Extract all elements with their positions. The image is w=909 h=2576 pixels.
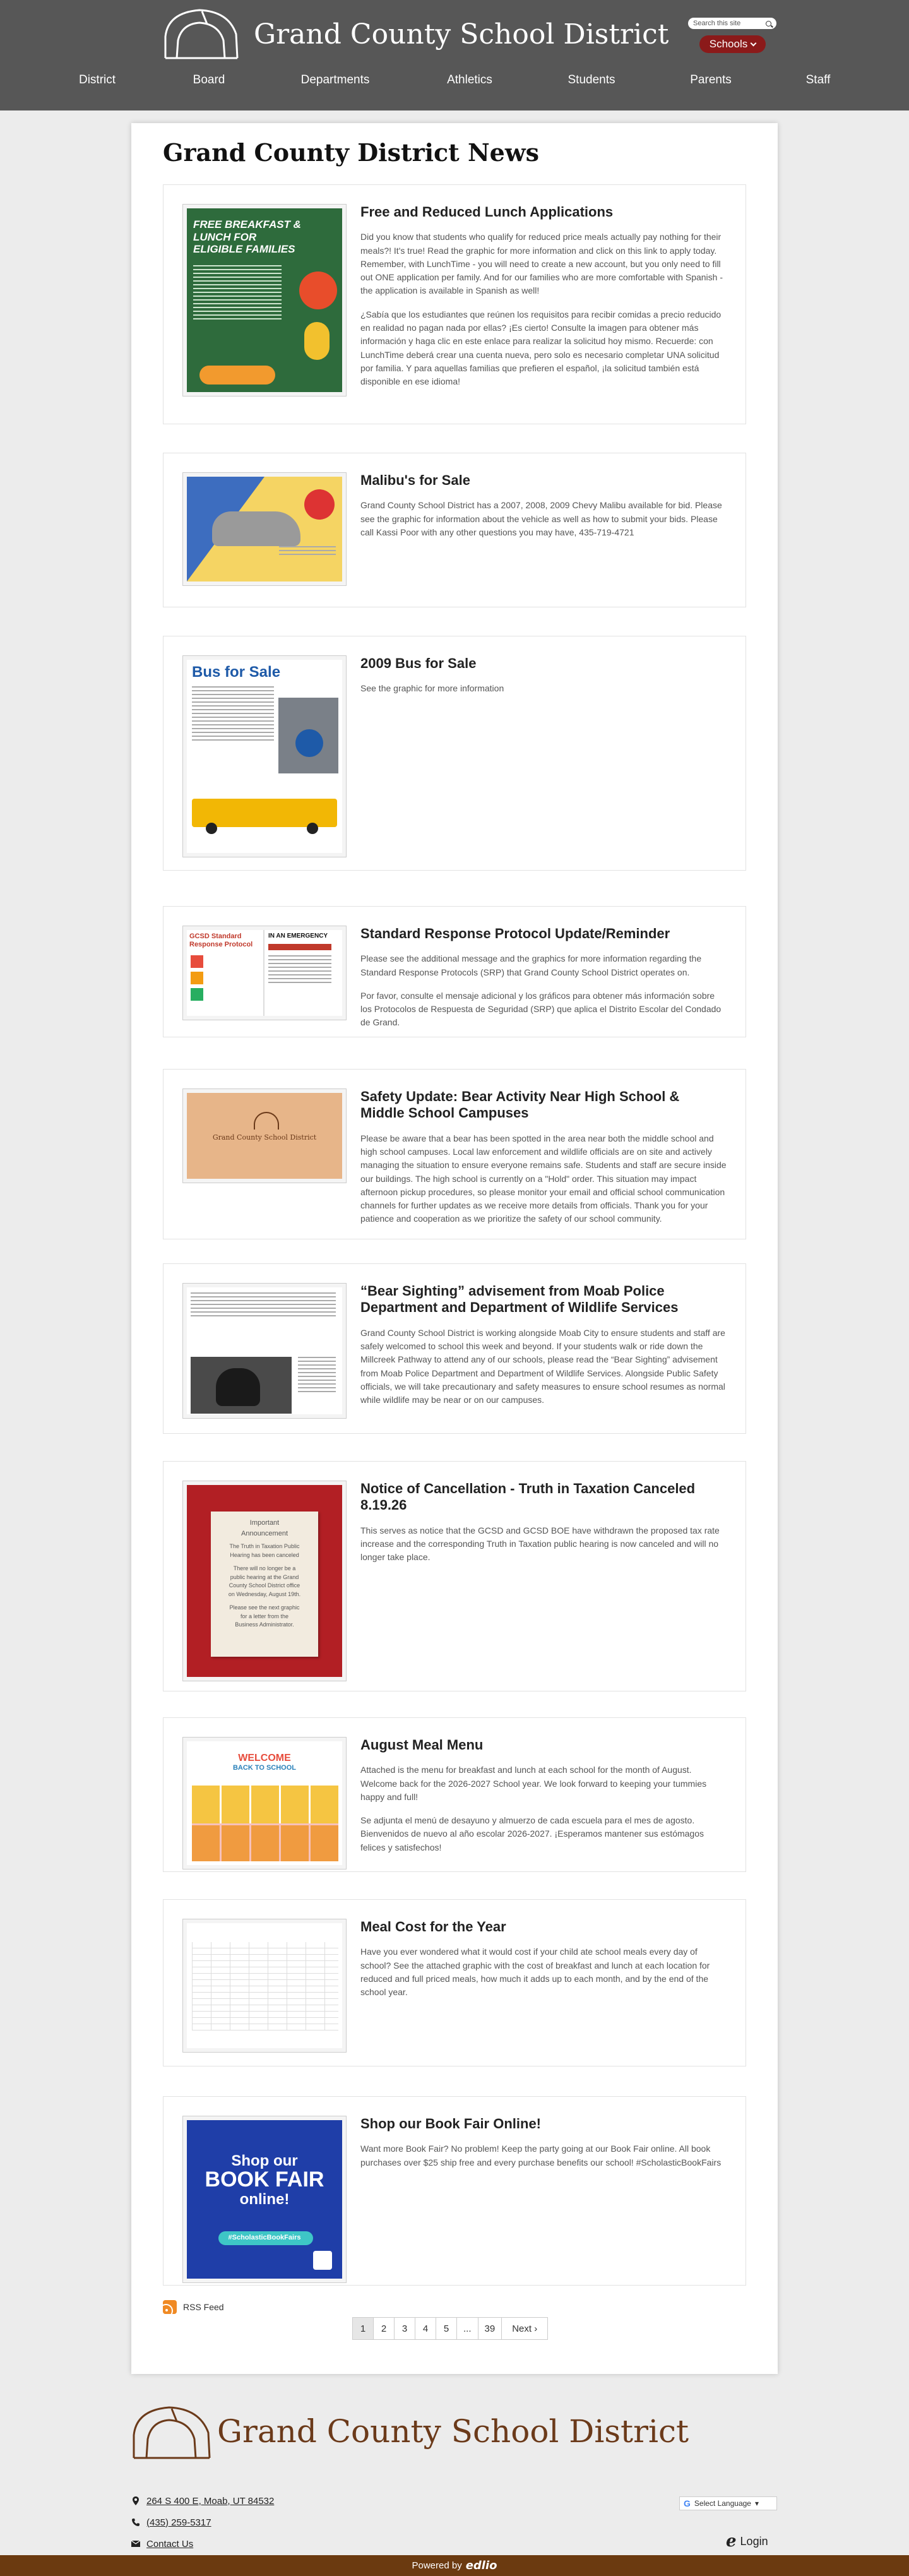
page-2[interactable]: 2 (374, 2318, 395, 2339)
google-translate-icon: G (684, 2498, 691, 2508)
thumbnail-hashtag: #ScholasticBookFairs (228, 2234, 301, 2241)
search-input[interactable] (688, 18, 776, 29)
page-ellipsis: ... (457, 2318, 478, 2339)
news-thumbnail[interactable] (182, 1088, 347, 1183)
bear-photo (191, 1357, 292, 1414)
news-summary: This serves as notice that the GCSD and GCSD BOE have withdrawn the proposed tax rate increase and the corresponding Truth in Taxation public hearing is now canceled and will no longer take place. (360, 1525, 720, 1563)
page-39[interactable]: 39 (478, 2318, 502, 2339)
nav-athletics[interactable]: Athletics (447, 73, 492, 86)
news-item (163, 184, 746, 424)
sale-badge-icon (304, 489, 335, 520)
fruit-icon (199, 366, 275, 385)
phone-link[interactable]: (435) 259-5317 (146, 2517, 211, 2528)
news-summary: Want more Book Fair? No problem! Keep the party going at our Book Fair online. All book purchases over $25 ship free and every purchase benefits our school! #ScholasticBookFairs (360, 2144, 722, 2168)
powered-by-bar (0, 2555, 909, 2576)
scholastic-logo-icon (313, 2251, 332, 2270)
thumbnail-text-lines (193, 265, 282, 322)
news-title[interactable]: Meal Cost for the Year (360, 1919, 506, 1935)
pagination (352, 2317, 548, 2340)
news-item (163, 906, 746, 1037)
news-item (163, 1263, 746, 1434)
news-thumbnail[interactable] (182, 655, 347, 857)
thumbnail-heading: IN AN EMERGENCY (268, 933, 328, 939)
login-link[interactable] (726, 2532, 768, 2551)
arch-logo-icon (254, 1112, 279, 1130)
news-title[interactable]: Malibu's for Sale (360, 472, 470, 488)
news-item (163, 1069, 746, 1239)
schools-label: Schools (709, 38, 748, 50)
nav-district[interactable]: District (78, 73, 116, 86)
corn-icon (304, 322, 330, 360)
powered-by-label: Powered by (412, 2560, 462, 2571)
news-summary: Did you know that students who qualify for reduced price meals actually pay nothing for their meals?! It's true! Read the graphic for more information and click on this link to apply today. Remember, with LunchTime - you will need to create a new account, but you only need to fill out ONE application per family. And for our families who are more comfortable with Spanish - the application is available in Spanish as well! ¿Sabía que los estudiantes que reúnen los requisitos para recibir comidas a precio reducido en realidad no pagan nada por ellas? ¡Es cierto! Consulte la imagen para obtener más información y haga clic en este enlace para realizar la solicitud hoy mismo. Recuerde: con LunchTime deberá crear una cuenta nueva, pero solo es necesario completar UNA solicitud por familia. Y para aquellas familias que prefieren el español, ¡la solicitud también está disponible en ese idioma! (360, 232, 723, 387)
news-thumbnail[interactable] (182, 1283, 347, 1419)
news-thumbnail[interactable] (182, 472, 347, 586)
news-thumbnail[interactable] (182, 926, 347, 1020)
next-page-button[interactable]: Next › (512, 2323, 538, 2334)
thumbnail-heading: Grand County School District (212, 1133, 317, 1142)
news-summary: Please see the additional message and the graphics for more information regarding the Standard Response Protocols (SRP) that Grand County School District operates on. Por favor, consulte el mensaje adicional y los gráficos para obtener más información sobre los Protocolos de Respuesta de Seguridad (SRP) que aplica el Distrito Escolar del Condado de Grand. (360, 953, 722, 1028)
news-title[interactable]: Safety Update: Bear Activity Near High School & Middle School Campuses (360, 1088, 680, 1121)
nav-departments[interactable]: Departments (300, 73, 370, 86)
language-select-label: Select Language (694, 2499, 751, 2508)
car-icon (212, 511, 300, 546)
apple-icon (299, 271, 337, 309)
news-summary: Have you ever wondered what it would cost if your child ate school meals every day of school? See the attached graphic with the cost of breakfast and lunch at each location for reduced and full priced meals, how much it adds up to each month, and by the end of the school year. (360, 1947, 710, 1998)
dropdown-arrow-icon: ▾ (754, 2499, 759, 2508)
news-thumbnail[interactable] (182, 1737, 347, 1869)
news-summary: Attached is the menu for breakfast and lunch at each school for the month of August. Welcome back for the 2026-2027 School year. We look forward to keeping your tummies happy and full! Se adjunta el menú de desayuno y almuerzo de cada escuela para el mes de agosto. Bienvenidos de nuevo al año escolar 2026-2027. ¡Esperamos mantener sus estómagos felices y satisfechos! (360, 1765, 707, 1852)
envelope-icon (131, 2539, 140, 2548)
page-1[interactable]: 1 (353, 2318, 374, 2339)
badge-icon (295, 729, 323, 757)
rss-feed-link[interactable] (163, 2300, 224, 2314)
thumbnail-text-lines (279, 546, 336, 558)
news-title[interactable]: Notice of Cancellation - Truth in Taxation Canceled 8.19.26 (360, 1481, 696, 1513)
thumbnail-heading: Shop our BOOK FAIR online! (205, 2152, 324, 2208)
news-summary: Grand County School District has a 2007, 2008, 2009 Chevy Malibu available for bid. Please see the graphic for information about the vehicle as well as how to submit your bids. Please call Kassi Poor with any other questions you may have, 435-719-4721 (360, 500, 722, 537)
announcement-note: Important Announcement The Truth in Taxation Public Hearing has been canceled There will no longer be a public hearing at the Grand County School District office on Wednesday, August 19th. Please see the next graphic for a letter from the Business Administrator. (211, 1512, 318, 1657)
news-summary: Please be aware that a bear has been spotted in the area near both the middle school and high school campuses. Local law enforcement and wildlife officials are on site and actively managing the situation to ensure everyone remains safe. Students and staff are secure inside our buildings. The high school is currently on a "Hold" order. This situation may impact afternoon pickup procedures, so please monitor your email and official school communication channels for further updates as we receive more details from officials. Thank you for your patience and cooperation as we prioritize the safety of our school community. (360, 1133, 727, 1224)
news-thumbnail[interactable] (182, 2116, 347, 2283)
thumbnail-text-lines (192, 686, 274, 743)
main-content (131, 123, 778, 2374)
site-title: Grand County School District (254, 18, 669, 51)
nav-board[interactable]: Board (193, 73, 225, 86)
news-thumbnail[interactable] (182, 204, 347, 397)
page-4[interactable]: 4 (415, 2318, 436, 2339)
news-title[interactable]: August Meal Menu (360, 1737, 484, 1753)
rss-icon (163, 2300, 177, 2314)
search-icon[interactable] (766, 21, 771, 27)
thumbnail-heading: GCSD Standard Response Protocol (189, 933, 253, 949)
news-item (163, 2096, 746, 2286)
footer-title: Grand County School District (217, 2413, 689, 2450)
footer-contact (131, 2490, 274, 2555)
contact-us-link[interactable]: Contact Us (146, 2538, 194, 2549)
nav-staff[interactable]: Staff (805, 73, 831, 86)
site-header (0, 0, 909, 110)
news-title[interactable]: “Bear Sighting” advisement from Moab Police Department and Department of Wildlife Services (360, 1283, 679, 1316)
rss-label: RSS Feed (183, 2302, 224, 2312)
news-title[interactable]: 2009 Bus for Sale (360, 655, 477, 671)
schools-dropdown-button[interactable] (699, 35, 766, 53)
nav-parents[interactable]: Parents (690, 73, 732, 86)
thumbnail-heading: FREE BREAKFAST & LUNCH FOR ELIGIBLE FAMILIES (193, 218, 301, 256)
news-title[interactable]: Shop our Book Fair Online! (360, 2116, 541, 2132)
news-item (163, 1461, 746, 1691)
news-summary: See the graphic for more information (360, 683, 504, 694)
arch-logo-icon (131, 2402, 213, 2460)
chevron-down-icon (751, 40, 757, 46)
cost-table (192, 1942, 338, 2030)
news-item (163, 1899, 746, 2066)
search-placeholder: Search this site (693, 20, 741, 27)
map-pin-icon (131, 2496, 140, 2505)
phone-icon (131, 2518, 140, 2527)
login-label: Login (740, 2534, 768, 2548)
thumbnail-heading: Bus for Sale (192, 664, 281, 681)
address-link[interactable]: 264 S 400 E, Moab, UT 84532 (146, 2495, 275, 2507)
page-3[interactable]: 3 (395, 2318, 415, 2339)
main-nav (0, 71, 909, 95)
news-thumbnail[interactable] (182, 1481, 347, 1681)
news-item (163, 636, 746, 871)
home-logo-link[interactable] (163, 5, 668, 61)
language-select[interactable] (679, 2496, 777, 2510)
edlio-logo-icon: e (726, 2532, 737, 2551)
page-5[interactable]: 5 (436, 2318, 457, 2339)
thumbnail-text-lines (191, 1292, 336, 1319)
arch-logo-icon (163, 5, 241, 61)
footer-logo[interactable] (131, 2402, 689, 2460)
news-item (163, 453, 746, 607)
news-title[interactable]: Standard Response Protocol Update/Reminder (360, 926, 670, 941)
news-title[interactable]: Free and Reduced Lunch Applications (360, 204, 614, 220)
thumbnail-heading: WELCOME BACK TO SCHOOL (232, 1753, 297, 1772)
nav-students[interactable]: Students (567, 73, 615, 86)
page-title: Grand County District News (163, 138, 539, 167)
edlio-link[interactable]: edlio (465, 2559, 497, 2572)
news-summary: Grand County School District is working alongside Moab City to ensure students and staff are safely welcomed to school this week and beyond. If your students walk or ride down the Millcreek Pathway to attend any of our schools, please read the “Bear Sighting” advisement from Moab Police Department and Department of Wildlife Services. Alongside Public Safety officials, we will take precautionary and safety measures to ensure school resumes as normal while wildlife may be near or on our campuses. (360, 1327, 725, 1405)
news-item (163, 1717, 746, 1872)
news-thumbnail[interactable] (182, 1919, 347, 2053)
